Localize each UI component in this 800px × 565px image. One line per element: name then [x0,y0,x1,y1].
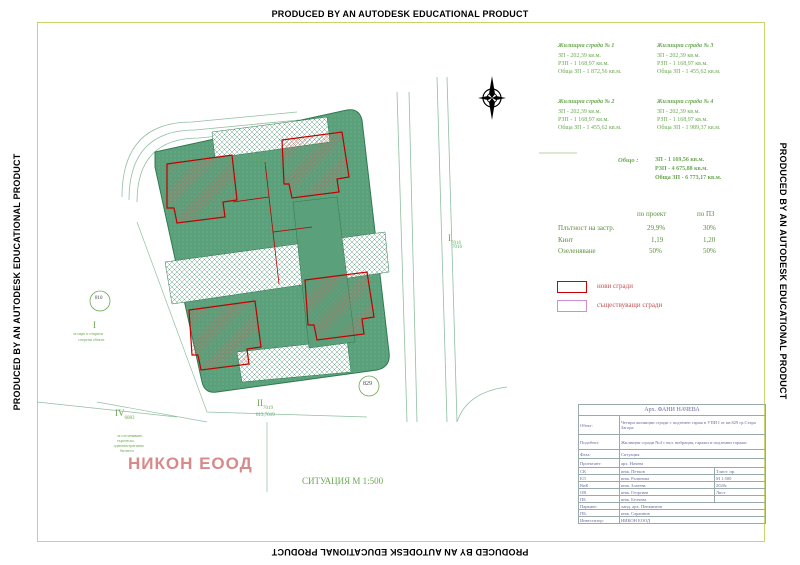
legend-existing-swatch [557,300,587,312]
lot-bl-note2: търговско, [117,438,135,443]
tb-row-5-a: ПБ [579,496,620,503]
banner-left: PRODUCED BY AN AUTODESK EDUCATIONAL PRODUCT [12,153,22,411]
building-4-title: Жилищна сграда № 4 [657,99,714,105]
lot-left-note1: за парк и открити [73,331,104,336]
building-4-total: Обща ЗП - 1 989,37 кв.м. [657,125,721,131]
lot-bottom-code: 013,7019 [256,413,275,418]
legend-new-swatch [557,281,587,293]
params-row-1-name: Плътност на застр. [558,224,615,232]
params-col-pz: по ПЗ [697,210,715,218]
params-row-3-pz: 50% [703,247,716,255]
tb-pbz-value: ланд. арх. Пенкинеов [620,503,766,510]
building-2-total: Обща ЗП - 1 455,62 кв.м. [558,125,622,131]
tb-row-2-c: М 1:500 [715,475,766,482]
tb-row-4-c: Лист [715,489,766,496]
tb-row-5-c [715,496,766,503]
building-4-rzp: РЗП - 1 168,97 кв.м. [657,117,708,123]
tb-investor-label: Инвеститор: [579,517,620,524]
lot-bl-note4: бизнеси [120,448,134,453]
lot-right-code: 7016 [452,245,462,250]
legend-new-label: нови сгради [597,282,633,290]
tb-pbz-label: Паркинг: [579,503,620,510]
building-1-title: Жилищна сграда № 1 [558,43,615,49]
tb-object-label: Обект: [579,416,620,435]
totals-total: Обща ЗП - 6 773,17 кв.м. [655,175,722,181]
lot-left-note2: спортни обекти [78,337,105,342]
tb-phase-value: Ситуация [620,450,766,459]
params-row-1-project: 29,9% [647,224,666,232]
building-3-info [657,43,721,75]
lot-right-label: $I_{7016}$ [448,233,461,246]
lot-bottom-left-label: $IV_{6083}$ [115,408,135,421]
tb-object-value: Четири жилищни сгради с подземен гараж в УПИ I от кв.829 гр.Стара Загора [620,416,766,435]
params-row-2-name: Кинт [558,236,574,244]
tb-phase-label: Фаза: [579,450,620,459]
tb-part-label: Подобект: [579,435,620,450]
totals-label: Общо : [618,157,639,164]
building-2-zp: ЗП - 202,39 кв.м. [558,109,601,115]
circle-829-label: 829 [363,381,372,387]
drawing-caption: СИТУАЦИЯ М 1:500 [302,476,384,486]
company-name: НИКОН ЕООД [128,454,253,473]
tb-row-4-b: инж. Георгиев [620,489,715,496]
circle-810-label: 810 [95,296,103,301]
building-4-info [657,99,721,131]
tb-designer-value: арх. Начева [620,459,766,468]
params-row-3-project: 50% [649,247,662,255]
building-3-total: Обща ЗП - 1 455,62 кв.м. [657,69,721,75]
building-1-zp: ЗП - 202,39 кв.м. [558,53,601,59]
tb-pb-value: инж. Сараинов [620,510,766,517]
building-3-rzp: РЗП - 1 168,97 кв.м. [657,61,708,67]
tb-designer-label: Проектант: [579,459,620,468]
totals-rzp: РЗП - 4 675,88 кв.м. [655,166,708,172]
tb-architect: Арх. ФАНИ НАЧЕВА [579,405,766,416]
tb-row-3-a: ВиК [579,482,620,489]
totals-info [655,157,721,181]
params-row-2-pz: 1,20 [703,236,716,244]
tb-row-5-b: инж. Белчева [620,496,715,503]
title-block [578,404,766,540]
building-3-title: Жилищна сграда № 3 [657,43,714,49]
tb-row-1-a: СК [579,468,620,475]
tb-row-2-a: ЕЛ [579,475,620,482]
building-1-info [558,43,622,75]
building-2-rzp: РЗП - 1 168,97 кв.м. [558,117,609,123]
site-plan [37,22,577,492]
legend-existing-label: съществуващи сгради [597,301,663,309]
params-row-3-name: Озеленяване [558,247,596,255]
tb-row-1-b: инж. Петков [620,468,715,475]
banner-bottom: PRODUCED BY AN AUTODESK EDUCATIONAL PRODUCT [271,547,529,557]
lot-bottom-label: $II_{7019}$ [257,398,273,411]
tb-row-2-b: инж. Ралинова [620,475,715,482]
lot-left-label: I [93,320,96,330]
north-arrow-icon [478,76,506,120]
lot-main-code: 211,7102 [248,163,267,168]
building-2-title: Жилищна сграда № 2 [558,99,615,105]
building-2-info [558,99,622,131]
banner-top: PRODUCED BY AN AUTODESK EDUCATIONAL PRODUCT [271,9,529,19]
lot-bl-note1: за озеленяване, [117,433,143,438]
tb-investor-value: НИКОН ЕООД [620,517,766,524]
building-1-total: Обща ЗП - 1 872,56 кв.м. [558,69,622,75]
params-row-1-pz: 30% [703,224,716,232]
banner-right: PRODUCED BY AN AUTODESK EDUCATIONAL PRODUCT [778,142,788,400]
building-3 [282,132,349,198]
tb-row-1-c: Тлист: пр. [715,468,766,475]
lot-bl-note3: административно [114,443,144,448]
tb-row-3-b: инж. Златева [620,482,715,489]
tb-row-4-a: ОВ [579,489,620,496]
params-row-2-project: 1,19 [651,236,664,244]
building-1-rzp: РЗП - 1 168,97 кв.м. [558,61,609,67]
lot-main-label: $I_{7016}$ [252,151,265,164]
totals-zp: ЗП - 1 169,56 кв.м. [655,157,705,163]
building-4-zp: ЗП - 202,39 кв.м. [657,109,700,115]
params-col-project: по проект [637,210,667,218]
building-4 [305,272,374,340]
tb-row-3-c: 2020г. [715,482,766,489]
building-3-zp: ЗП - 202,39 кв.м. [657,53,700,59]
tb-pb-label: ПБ: [579,510,620,517]
circle-810 [90,291,110,311]
tb-part-value: Жилищни сгради №4 с вкл. вибрация, гаражи и подземни гаражи [620,435,766,450]
